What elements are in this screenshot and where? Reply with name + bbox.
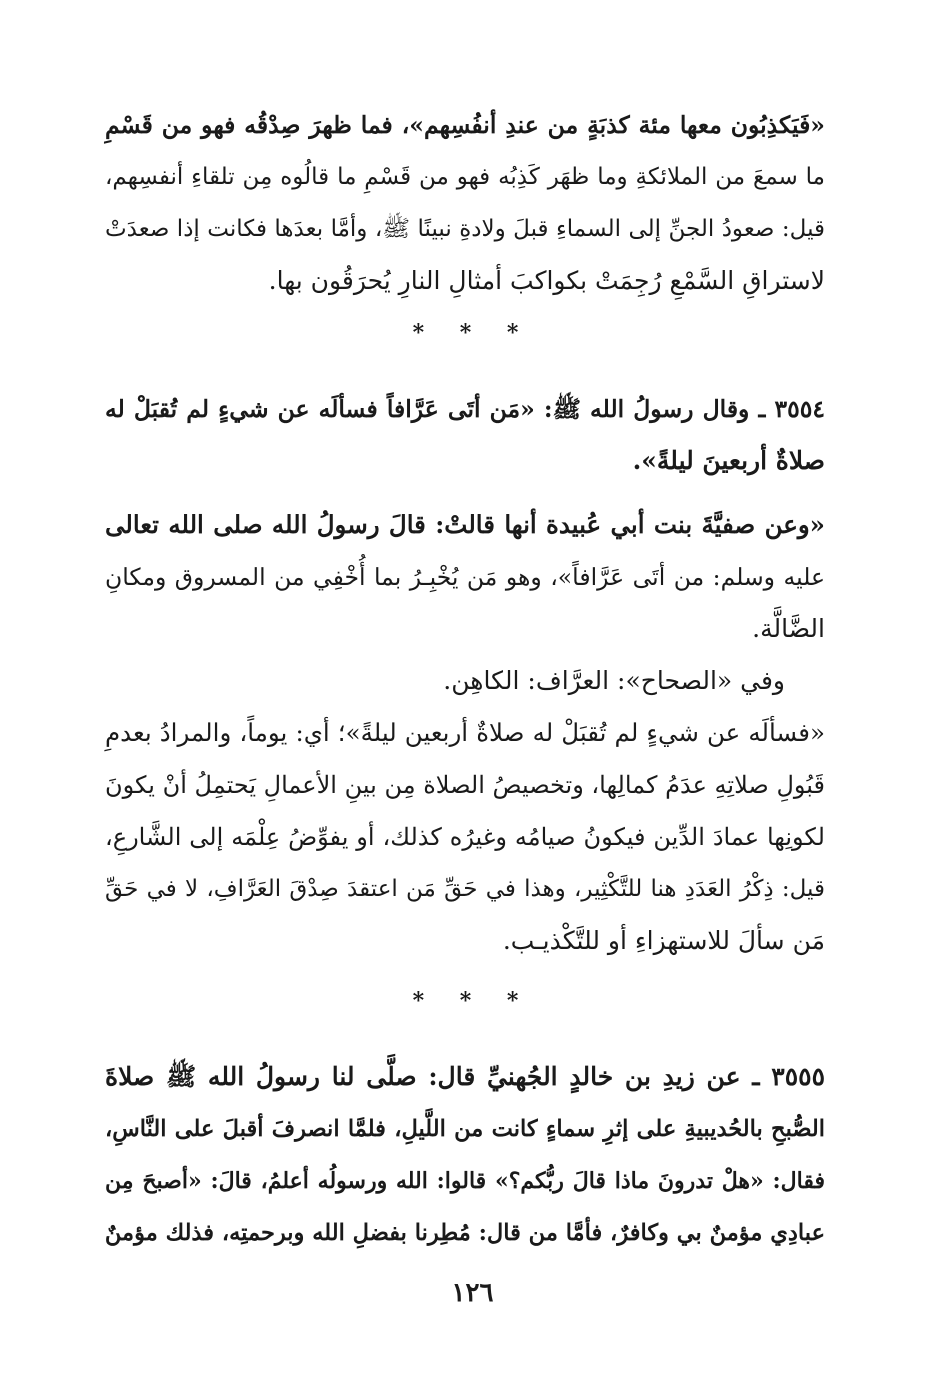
text-line: ٣٥٥٥ ـ عن زيدِ بن خالدٍ الجُهنيِّ قال: صلَّى لنا رسولُ الله ﷺ صلاةَ [105, 1062, 825, 1091]
text-line: وفي «الصحاح»: العرَّاف: الكاهِن. [443, 666, 785, 695]
text-line: لكونِها عمادَ الدِّين فيكونُ صيامُه وغيرُه كذلك، أو يفوِّضُ عِلْمَه إلى الشَّارعِ، [105, 823, 825, 851]
text-line: قَبُولِ صلاتِهِ عدَمُ كمالِها، وتخصيصُ الصلاة مِن بينِ الأعمالِ يَحتمِلُ أنْ يكونَ [105, 771, 825, 799]
text-line: «وعن صفيَّةَ بنت أبي عُبيدة أنها قالتْ: قالَ رسولُ الله صلى الله تعالى [105, 510, 825, 539]
text-line: عبادِي مؤمنٌ بي وكافرٌ، فأمَّا من قال: مُطِرنا بفضلِ الله وبرحمتِه، فذلك مؤمنٌ [104, 1220, 825, 1246]
text-line: قيل: صعودُ الجنِّ إلى السماءِ قبلَ ولادةِ نبينًا ﷺ، وأمَّا بعدَها فكانت إذا صعدَتْ [105, 216, 825, 242]
text-line: الضَّالَّة. [752, 614, 825, 643]
section-separator: * * * [412, 988, 533, 1014]
text-line: «فسألَه عن شيءٍ لم تُقبَلْ له صلاةٌ أربعين ليلةً»؛ أي: يوماً، والمرادُ بعدمِ [105, 718, 825, 747]
section-separator: * * * [412, 320, 533, 346]
text-line: ما سمعَ من الملائكةِ وما ظهَر كَذِبُه فهو من قَسْمِ ما قالُوه مِن تلقاءِ أنفسِهم، [105, 164, 825, 190]
text-line: مَن سألَ للاستهزاءِ أو للتَّكْذيـب. [502, 926, 825, 955]
text-line: عليه وسلم: من أتَى عَرَّافاً»، وهو مَن يُخْبِـرُ بما أُخْفِي من المسروق ومكانِ [105, 563, 825, 591]
page-number: ١٢٦ [451, 1278, 494, 1308]
text-line: صلاةٌ أربعينَ ليلةً». [632, 446, 825, 475]
text-line: ٣٥٥٤ ـ وقال رسولُ الله ﷺ: «مَن أتَى عَرَّافاً فسألَه عن شيءٍ لم تُقبَلْ له [105, 395, 825, 423]
text-line: قيل: ذِكْرُ العَدَدِ هنا للتَّكْثِير، وهذا في حَقِّ مَن اعتقدَ صِدْقَ العَرَّافِ، لا في حَقِّ [105, 876, 825, 902]
text-line: «فَيَكذِبُون معها مئة كذبَةٍ من عندِ أنفُسِهم»، فما ظهرَ صِدْقُه فهو من قَسْمِ [105, 111, 825, 139]
text-line: الصُّبحِ بالحُديبيةِ على إثرِ سماءٍ كانت من اللَّيلِ، فلمَّا انصرفَ أقبلَ على النَّاسِ، [105, 1116, 825, 1142]
text-line: فقال: «هلْ تدرونَ ماذا قالَ ربُّكم؟» قالوا: الله ورسولُه أعلمُ، قالَ: «أصبحَ مِن [105, 1168, 825, 1194]
text-line: لاستراقِ السَّمْعِ رُجِمَتْ بكواكبَ أمثالِ النارِ يُحرَقُون بها. [268, 266, 825, 295]
